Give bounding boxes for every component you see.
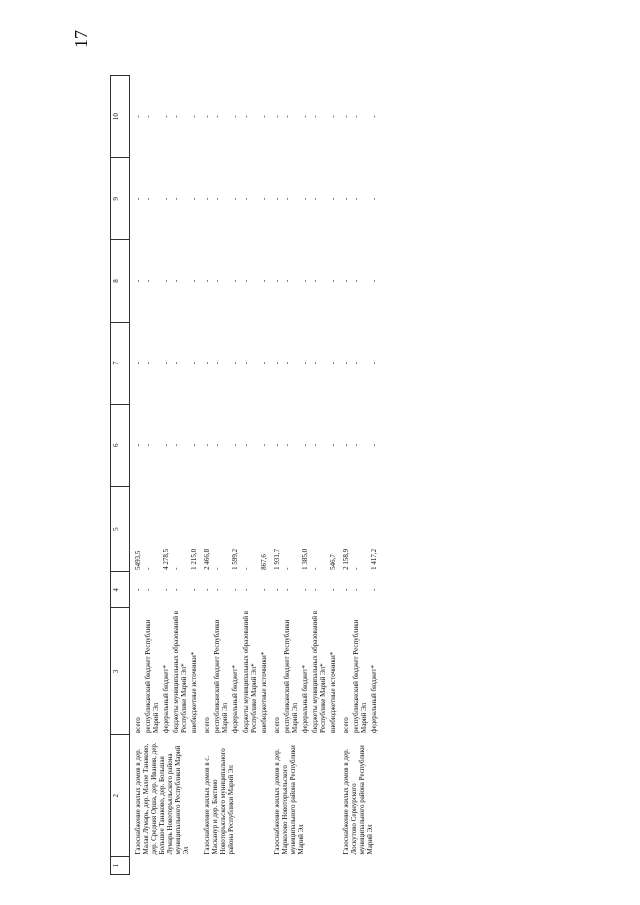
value-cell-c7: -	[162, 361, 171, 365]
value-cell-c5: -	[241, 567, 250, 570]
value-cell-c6: -	[282, 444, 291, 447]
value-cell-c9: -	[272, 197, 281, 200]
value-cell-c9: -	[162, 197, 171, 200]
value-cell-c6: -	[231, 444, 240, 447]
value-cell-c8: -	[172, 279, 181, 283]
column-header-10: 10	[111, 76, 130, 158]
value-cell-c8: -	[272, 279, 281, 283]
value-cell-c5: 2 158,9	[341, 548, 350, 570]
funding-source-label: федеральный бюджет*	[370, 665, 379, 733]
project-name: Газоснабжение жилых домов в с. Масканур и дер. Бактино Новоторъяльского муниципального района Республики Марий Эл	[203, 748, 236, 855]
row-number-cell	[282, 857, 300, 875]
value-cell-c5: 1 215,0	[190, 548, 199, 570]
row-number-cell	[269, 857, 282, 875]
value-cell-c8: -	[162, 279, 171, 283]
value-cell-c7: -	[310, 361, 319, 365]
funding-source-label: республиканский бюджет Республики Марий Эл	[213, 619, 230, 733]
value-cell-c4: -	[144, 588, 153, 591]
value-cell-c4: -	[352, 588, 361, 591]
table-row	[269, 76, 282, 875]
funding-source-label: внебюджетные источники*	[190, 651, 199, 733]
value-cell-c10: -	[310, 115, 319, 118]
value-cell-c8: -	[190, 279, 199, 283]
value-cell-c10: -	[231, 115, 240, 118]
value-cell-c9: -	[134, 197, 142, 200]
funding-source-label: бюджеты муниципальных образований в Республике Марий Эл*	[310, 610, 327, 733]
row-number-cell	[171, 857, 189, 875]
value-cell-c8: -	[341, 279, 350, 283]
value-cell-c4: -	[213, 588, 222, 591]
funding-source-label: федеральный бюджет*	[300, 665, 309, 733]
column-header-8: 8	[111, 240, 130, 322]
column-header-6: 6	[111, 404, 130, 486]
value-cell-c10: -	[328, 115, 337, 118]
value-cell-c4: -	[162, 588, 171, 591]
value-cell-c6: -	[162, 444, 171, 447]
value-cell-c7: -	[213, 361, 222, 365]
value-cell-c10: -	[203, 115, 212, 118]
value-cell-c9: -	[172, 197, 181, 200]
row-number-cell	[212, 857, 230, 875]
value-cell-c7: -	[172, 361, 181, 365]
value-cell-c9: -	[341, 197, 350, 200]
row-number-cell	[369, 857, 379, 875]
value-cell-c8: -	[328, 279, 337, 283]
rotated-table-container	[110, 75, 565, 875]
value-cell-c4: -	[231, 588, 240, 591]
value-cell-c8: -	[231, 279, 240, 283]
value-cell-c7: -	[341, 361, 350, 365]
row-number-cell	[310, 857, 328, 875]
value-cell-c10: -	[241, 115, 250, 118]
value-cell-c5: 546,7	[328, 554, 337, 570]
row-number-cell	[351, 857, 369, 875]
funding-source-label: республиканский бюджет Республики Марий Эл	[282, 619, 299, 733]
row-number-cell	[259, 857, 269, 875]
value-cell-c5: -	[310, 567, 319, 570]
value-cell-c7: -	[144, 361, 153, 365]
value-cell-c10: -	[282, 115, 291, 118]
value-cell-c9: -	[310, 197, 319, 200]
value-cell-c7: -	[190, 361, 199, 365]
value-cell-c8: -	[282, 279, 291, 283]
table-row	[130, 76, 144, 875]
value-cell-c7: -	[272, 361, 281, 365]
value-cell-c6: -	[259, 444, 268, 447]
column-header-7: 7	[111, 322, 130, 404]
value-cell-c6: -	[370, 444, 379, 447]
value-cell-c4: -	[282, 588, 291, 591]
value-cell-c5: -	[213, 567, 222, 570]
value-cell-c10: -	[162, 115, 171, 118]
value-cell-c5: -	[172, 567, 181, 570]
column-header-1: 1	[111, 857, 130, 875]
value-cell-c4: -	[190, 588, 199, 591]
value-cell-c4: -	[300, 588, 309, 591]
funding-source-label: всего	[341, 717, 350, 733]
column-header-3: 3	[111, 608, 130, 735]
value-cell-c10: -	[370, 115, 379, 118]
table-body	[130, 76, 380, 875]
column-header-9: 9	[111, 158, 130, 240]
value-cell-c10: -	[144, 115, 153, 118]
value-cell-c4: -	[259, 588, 268, 591]
value-cell-c9: -	[241, 197, 250, 200]
value-cell-c10: -	[213, 115, 222, 118]
value-cell-c6: -	[172, 444, 181, 447]
row-number-cell	[130, 857, 144, 875]
value-cell-c8: -	[352, 279, 361, 283]
funding-source-label: внебюджетные источники*	[328, 651, 337, 733]
page-number: 17	[71, 30, 91, 48]
funding-source-label: бюджеты муниципальных образований в Республике Марий Эл*	[241, 610, 258, 733]
funding-source-label: всего	[203, 717, 212, 733]
value-cell-c7: -	[328, 361, 337, 365]
value-cell-c6: -	[300, 444, 309, 447]
value-cell-c4: -	[172, 588, 181, 591]
value-cell-c6: -	[310, 444, 319, 447]
value-cell-c5: 1 385,0	[300, 548, 309, 570]
value-cell-c10: -	[190, 115, 199, 118]
column-header-5: 5	[111, 486, 130, 572]
value-cell-c10: -	[352, 115, 361, 118]
value-cell-c7: -	[370, 361, 379, 365]
value-cell-c5: 5493,5	[134, 550, 142, 570]
value-cell-c7: -	[134, 361, 142, 365]
value-cell-c8: -	[259, 279, 268, 283]
value-cell-c5: 1 599,2	[231, 548, 240, 570]
value-cell-c4: -	[328, 588, 337, 591]
row-number-cell	[241, 857, 259, 875]
row-number-cell	[300, 857, 310, 875]
funding-source-label: всего	[272, 717, 281, 733]
value-cell-c6: -	[328, 444, 337, 447]
value-cell-c8: -	[300, 279, 309, 283]
value-cell-c6: -	[144, 444, 153, 447]
value-cell-c10: -	[300, 115, 309, 118]
row-number-cell	[199, 857, 212, 875]
value-cell-c9: -	[352, 197, 361, 200]
value-cell-c9: -	[282, 197, 291, 200]
value-cell-c9: -	[300, 197, 309, 200]
value-cell-c4: -	[310, 588, 319, 591]
table-header	[111, 76, 130, 875]
table-row	[199, 76, 212, 875]
value-cell-c10: -	[172, 115, 181, 118]
value-cell-c8: -	[134, 279, 142, 283]
project-name: Газоснабжение жилых домов в дер. Лоскутово Сернурского муниципального района Республики Марий Эл	[341, 745, 375, 855]
value-cell-c6: -	[190, 444, 199, 447]
value-cell-c10: -	[341, 115, 350, 118]
value-cell-c4: -	[341, 588, 350, 591]
value-cell-c5: 1 417,2	[370, 548, 379, 570]
value-cell-c6: -	[213, 444, 222, 447]
value-cell-c7: -	[259, 361, 268, 365]
funding-source-label: всего	[134, 717, 142, 733]
value-cell-c6: -	[241, 444, 250, 447]
value-cell-c4: -	[134, 588, 142, 591]
funding-source-label: внебюджетные источники*	[259, 651, 268, 733]
value-cell-c8: -	[203, 279, 212, 283]
value-cell-c7: -	[282, 361, 291, 365]
value-cell-c9: -	[213, 197, 222, 200]
value-cell-c6: -	[134, 444, 142, 447]
value-cell-c6: -	[352, 444, 361, 447]
value-cell-c5: -	[282, 567, 291, 570]
value-cell-c9: -	[370, 197, 379, 200]
value-cell-c8: -	[310, 279, 319, 283]
value-cell-c8: -	[241, 279, 250, 283]
value-cell-c9: -	[231, 197, 240, 200]
value-cell-c8: -	[370, 279, 379, 283]
project-name: Газоснабжение жилых домов в дер. Марколово Новоторъяльского муниципального района Республики Марий Эл	[272, 745, 305, 855]
value-cell-c7: -	[352, 361, 361, 365]
value-cell-c4: -	[370, 588, 379, 591]
value-cell-c5: 2 466,8	[203, 548, 212, 570]
funding-source-label: федеральный бюджет*	[162, 665, 171, 733]
value-cell-c5: -	[352, 567, 361, 570]
value-cell-c7: -	[203, 361, 212, 365]
value-cell-c8: -	[144, 279, 153, 283]
value-cell-c5: 4 278,5	[162, 548, 171, 570]
value-cell-c5: 867,6	[259, 554, 268, 570]
row-number-cell	[328, 857, 338, 875]
value-cell-c6: -	[341, 444, 350, 447]
budget-table	[110, 75, 379, 875]
funding-source-label: республиканский бюджет Республики Марий Эл	[352, 619, 369, 733]
project-name: Газоснабжение жилых домов в дер. Малая Лумарь, дер. Малое Танаково, дер. Средняя Орша, дер. Ивания, дер. Большое Танаково, дер. Большая Лумарь Новоторъяльского района муниципального Республики Марий Эл	[134, 742, 191, 855]
value-cell-c8: -	[213, 279, 222, 283]
value-cell-c10: -	[259, 115, 268, 118]
value-cell-c6: -	[272, 444, 281, 447]
value-cell-c9: -	[190, 197, 199, 200]
funding-source-label: республиканский бюджет Республики Марий Эл	[144, 619, 161, 733]
value-cell-c10: -	[272, 115, 281, 118]
value-cell-c6: -	[203, 444, 212, 447]
value-cell-c5: 1 931,7	[272, 548, 281, 570]
value-cell-c9: -	[328, 197, 337, 200]
row-number-cell	[189, 857, 199, 875]
value-cell-c5: -	[144, 567, 153, 570]
funding-source-label: федеральный бюджет*	[231, 665, 240, 733]
column-header-4: 4	[111, 572, 130, 608]
value-cell-c7: -	[300, 361, 309, 365]
row-number-cell	[338, 857, 351, 875]
value-cell-c9: -	[259, 197, 268, 200]
row-number-cell	[161, 857, 171, 875]
value-cell-c7: -	[241, 361, 250, 365]
row-number-cell	[230, 857, 240, 875]
table-row	[338, 76, 351, 875]
value-cell-c4: -	[272, 588, 281, 591]
value-cell-c10: -	[134, 115, 142, 118]
value-cell-c4: -	[241, 588, 250, 591]
row-number-cell	[143, 857, 161, 875]
funding-source-label: бюджеты муниципальных образований в Республике Марий Эл*	[172, 610, 189, 733]
value-cell-c9: -	[144, 197, 153, 200]
value-cell-c4: -	[203, 588, 212, 591]
column-header-2: 2	[111, 735, 130, 857]
value-cell-c7: -	[231, 361, 240, 365]
value-cell-c9: -	[203, 197, 212, 200]
